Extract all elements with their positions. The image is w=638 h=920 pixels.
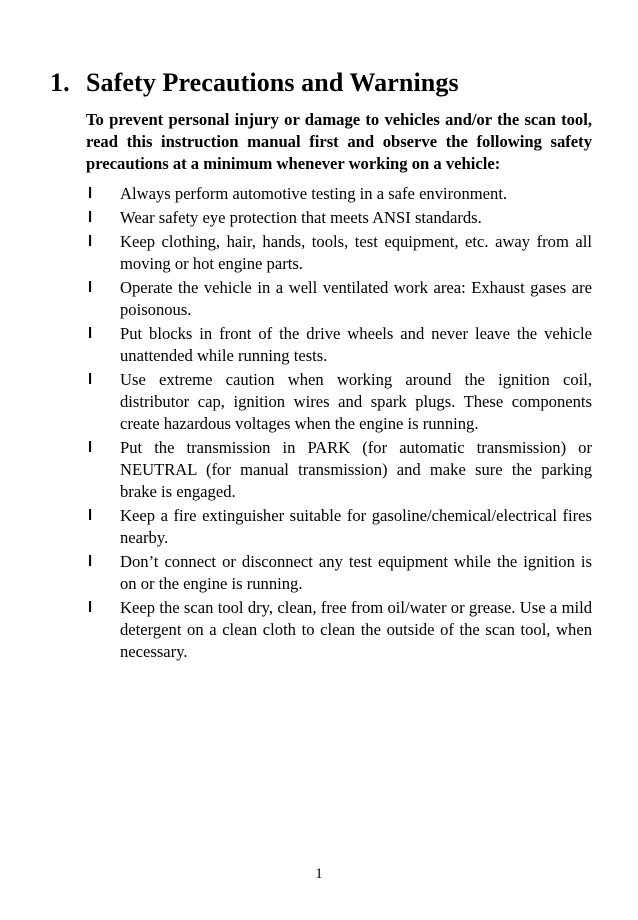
list-item	[86, 207, 592, 229]
list-item	[86, 323, 592, 367]
bullet-icon: l	[88, 599, 93, 616]
bullet-icon: l	[88, 439, 93, 456]
list-item	[86, 505, 592, 549]
list-item-text: Put blocks in front of the drive wheels and never leave the vehicle unattended while running tests.	[120, 324, 592, 365]
bullet-icon: l	[88, 279, 93, 296]
bullet-icon: l	[88, 233, 93, 250]
list-item-text: Keep the scan tool dry, clean, free from oil/water or grease. Use a mild detergent on a clean cloth to clean the outside of the scan tool, when necessary.	[120, 598, 592, 661]
bullet-icon: l	[88, 185, 93, 202]
list-item-text: Put the transmission in PARK (for automatic transmission) or NEUTRAL (for manual transmission) and make sure the parking brake is engaged.	[120, 438, 592, 501]
bullet-icon: l	[88, 553, 93, 570]
list-item-text: Don’t connect or disconnect any test equipment while the ignition is on or the engine is running.	[120, 552, 592, 593]
list-item	[86, 231, 592, 275]
list-item	[86, 597, 592, 663]
intro-paragraph: To prevent personal injury or damage to vehicles and/or the scan tool, read this instruction manual first and observe the following safety precautions at a minimum whenever working on a vehicle:	[86, 110, 592, 173]
precautions-list	[86, 183, 592, 665]
list-item-text: Operate the vehicle in a well ventilated work area: Exhaust gases are poisonous.	[120, 278, 592, 319]
page-number: 1	[315, 866, 323, 882]
list-item	[86, 369, 592, 435]
list-item	[86, 183, 592, 205]
list-item-text: Use extreme caution when working around the ignition coil, distributor cap, ignition wires and spark plugs. These components create hazardous voltages when the engine is running.	[120, 370, 592, 433]
list-item	[86, 437, 592, 503]
list-item-text: Keep a fire extinguisher suitable for gasoline/chemical/electrical fires nearby.	[120, 506, 592, 547]
section-number: 1.	[50, 68, 70, 97]
bullet-icon: l	[88, 371, 93, 388]
list-item-text: Keep clothing, hair, hands, tools, test equipment, etc. away from all moving or hot engine parts.	[120, 232, 592, 273]
section-heading	[50, 66, 459, 100]
list-item	[86, 277, 592, 321]
bullet-icon: l	[88, 209, 93, 226]
list-item	[86, 551, 592, 595]
bullet-icon: l	[88, 507, 93, 524]
list-item-text: Always perform automotive testing in a safe environment.	[120, 184, 508, 203]
bullet-icon: l	[88, 325, 93, 342]
section-title: Safety Precautions and Warnings	[86, 68, 459, 97]
list-item-text: Wear safety eye protection that meets ANSI standards.	[120, 208, 482, 227]
